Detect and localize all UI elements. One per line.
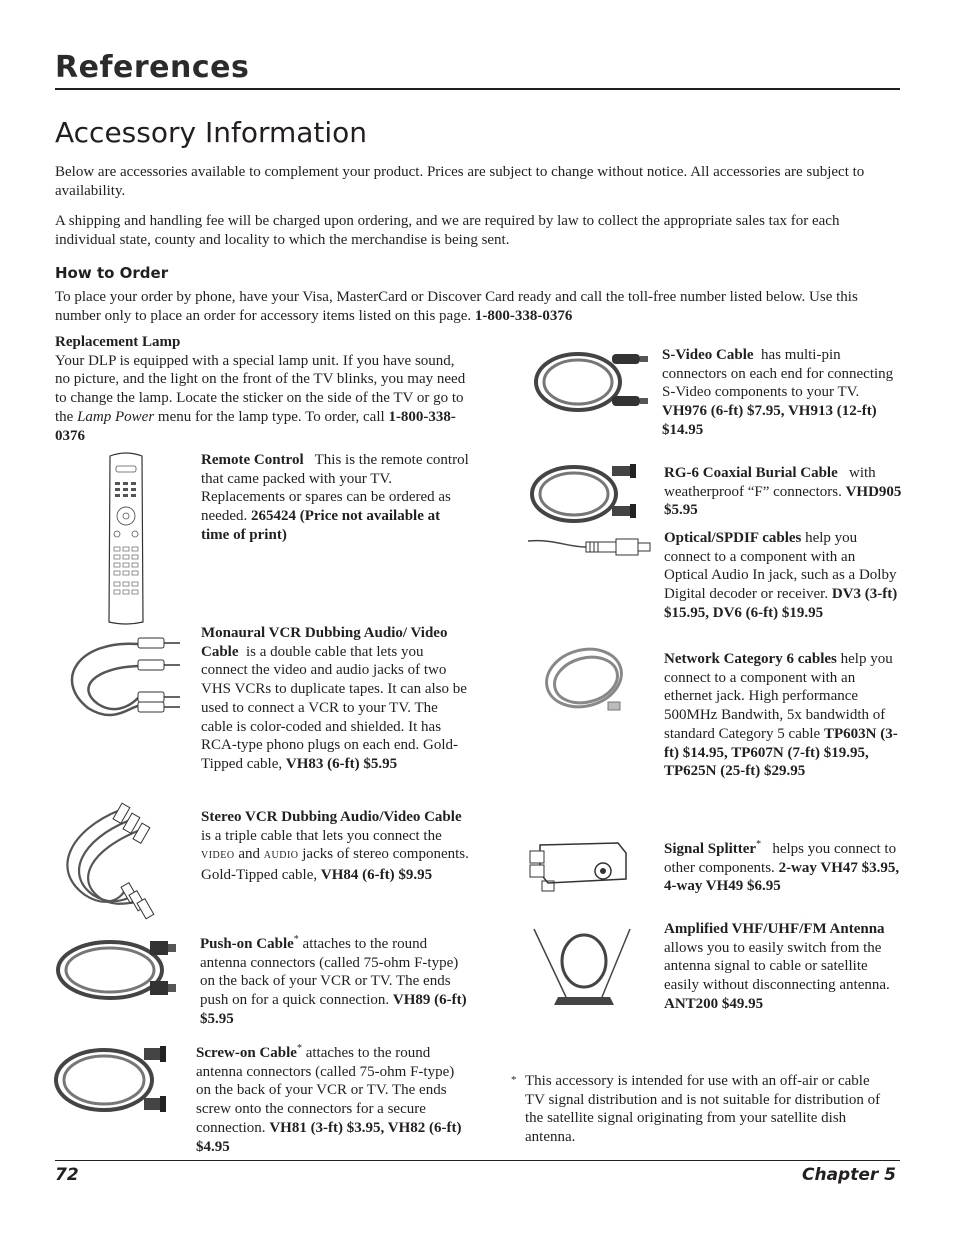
item-price: VH83 (6-ft) $5.95 <box>285 755 398 772</box>
item-price: 265424 (Price not available at time of print) <box>201 508 441 543</box>
stereo-cable-item <box>201 808 469 885</box>
lamp-block <box>55 333 470 445</box>
item-name: RG-6 Coaxial Burial Cable <box>664 465 838 481</box>
and-word: and <box>238 846 261 863</box>
lamp-heading: Replacement Lamp <box>55 334 181 350</box>
video-smallcaps: VIDEO <box>201 850 235 862</box>
audio-smallcaps: AUDIO <box>263 850 299 862</box>
item-name: Amplified VHF/UHF/FM Antenna <box>664 921 885 937</box>
monaural-cable-item <box>201 624 469 774</box>
item-name: Network Category 6 cables <box>664 651 837 667</box>
push-on-cable-item <box>200 931 470 1029</box>
item-name: Monaural VCR Dubbing Audio/ Video Cable <box>201 625 448 660</box>
signal-splitter-image <box>528 835 633 895</box>
lamp-italic: Lamp Power <box>77 408 155 425</box>
item-desc: This is the remote control that came packed with your TV. Replacements or spares can be ordered as needed. <box>201 452 469 525</box>
item-desc: helps you connect to other components. <box>664 841 897 876</box>
screw-on-cable-item <box>196 1040 470 1156</box>
header-rule <box>55 88 900 90</box>
s-video-cable-image <box>530 348 655 416</box>
intro-paragraph-1: Below are accessories available to complement your product. Prices are subject to change without notice. All accessories are subject to availability. <box>55 164 865 199</box>
item-price: TP603N (3-ft) $14.95, TP607N (7-ft) $19.95, TP625N (25-ft) $29.95 <box>664 725 898 780</box>
remote-control-item <box>201 451 471 545</box>
rg6-cable-item <box>664 464 902 520</box>
asterisk: * <box>756 839 762 850</box>
item-desc: help you connect to a component with an ethernet jack. High performance 500MHz Bandwith, 5x bandwidth of standard Category 5 cable <box>664 651 893 742</box>
stereo-av-cable-image <box>55 800 160 925</box>
how-to-order-body: To place your order by phone, have your Visa, MasterCard or Discover Card ready and call the toll-free number listed below. Use this number only to place an order for accessory items listed on this page. <box>55 289 858 324</box>
intro-paragraph-2: A shipping and handling fee will be charged upon ordering, and we are required by law to collect the appropriate sales tax for each individual state, county and locality to which the merchandise is being sent. <box>55 213 840 248</box>
asterisk: * <box>296 1043 302 1054</box>
item-desc: allows you to easily switch from the antenna signal to cable or satellite easily without disconnecting antenna. <box>664 939 890 994</box>
network-cable-image <box>540 642 632 717</box>
item-desc: is a double cable that lets you connect the video and audio jacks of two VHS VCRs to duplicate tapes. It can also be used to connect a VCR to your TV. The cable is color-coded and shielded. It has RCA-type phono plugs on each end. Gold-Tipped cable, <box>201 643 467 772</box>
remote-control-image <box>105 452 147 626</box>
item-price: VH81 (3-ft) $3.95, VH82 (6-ft) $4.95 <box>196 1119 462 1155</box>
item-desc-a: is a triple cable that lets you connect the <box>201 827 442 844</box>
header-title: References <box>55 50 250 85</box>
item-desc: with weatherproof “F” connectors. <box>664 465 876 500</box>
footer-rule <box>55 1160 900 1161</box>
item-desc: has multi-pin connectors on each end for connecting S-Video components to your TV. <box>662 347 894 401</box>
item-name: Stereo VCR Dubbing Audio/Video Cable <box>201 809 462 825</box>
section-title: Accessory Information <box>55 116 368 149</box>
item-name: Optical/SPDIF cables <box>664 530 802 546</box>
item-name: S-Video Cable <box>662 347 754 363</box>
antenna-image <box>528 925 636 1010</box>
item-name: Signal Splitter <box>664 841 757 857</box>
s-video-cable-item <box>662 346 902 440</box>
antenna-item <box>664 920 902 1014</box>
how-to-order-heading: How to Order <box>55 264 169 282</box>
item-price: DV3 (3-ft) $15.95, DV6 (6-ft) $19.95 <box>664 586 898 621</box>
chapter-label: Chapter 5 <box>801 1165 896 1185</box>
item-name: Push-on Cable <box>200 936 294 952</box>
signal-splitter-item <box>664 836 902 896</box>
item-price: ANT200 $49.95 <box>664 995 764 1012</box>
asterisk: * <box>293 934 299 945</box>
item-name: Screw-on Cable <box>196 1045 297 1061</box>
footnote-text: This accessory is intended for use with an off-air or cable TV signal distribution and is not suitable for distribution of the satellite signal originating from your satellite dish antenna. <box>525 1073 881 1146</box>
rg6-coaxial-cable-image <box>528 460 653 525</box>
screw-on-cable-image <box>52 1042 172 1117</box>
push-on-cable-image <box>55 935 180 1005</box>
monaural-av-cable-image <box>58 628 186 728</box>
item-desc: attaches to the round antenna connectors (called 75-ohm F-type) on the back of your VCR or TV. The ends screw onto the connectors for a secure connection. <box>196 1045 455 1136</box>
how-to-order-text <box>55 288 900 326</box>
lamp-phone: 1-800-338-0376 <box>55 408 456 444</box>
item-price: VHD905 $5.95 <box>664 483 902 519</box>
item-price: VH89 (6-ft) $5.95 <box>200 992 467 1027</box>
item-price: 2-way VH47 $3.95, 4-way VH49 $6.95 <box>664 859 900 895</box>
lamp-text-a: Your DLP is equipped with a special lamp unit. If you have sound, no picture, and the light on the front of the TV blinks, you may need to change the lamp. Locate the sticker on the side of the TV or go to the <box>55 352 466 425</box>
page-number: 72 <box>55 1165 79 1185</box>
optical-cable-image <box>526 533 656 563</box>
order-phone: 1-800-338-0376 <box>474 308 573 324</box>
item-name: Remote Control <box>201 452 304 468</box>
item-price: VH976 (6-ft) $7.95, VH913 (12-ft) $14.95 <box>662 403 877 438</box>
footnote-asterisk: * <box>511 1074 517 1086</box>
optical-cable-item <box>664 529 902 623</box>
item-desc-b: jacks of stereo components. Gold-Tipped cable, <box>201 846 469 884</box>
item-price: VH84 (6-ft) $9.95 <box>320 867 433 884</box>
network-cable-item <box>664 650 902 781</box>
lamp-text-b: menu for the lamp type. To order, call <box>157 408 385 425</box>
item-desc: help you connect to a component with an Optical Audio In jack, such as a Dolby Digital decoder or receiver. <box>664 530 897 603</box>
item-desc: attaches to the round antenna connectors (called 75-ohm F-type) on the back of your VCR or TV. The ends push on for a quick connection. <box>200 936 459 1009</box>
